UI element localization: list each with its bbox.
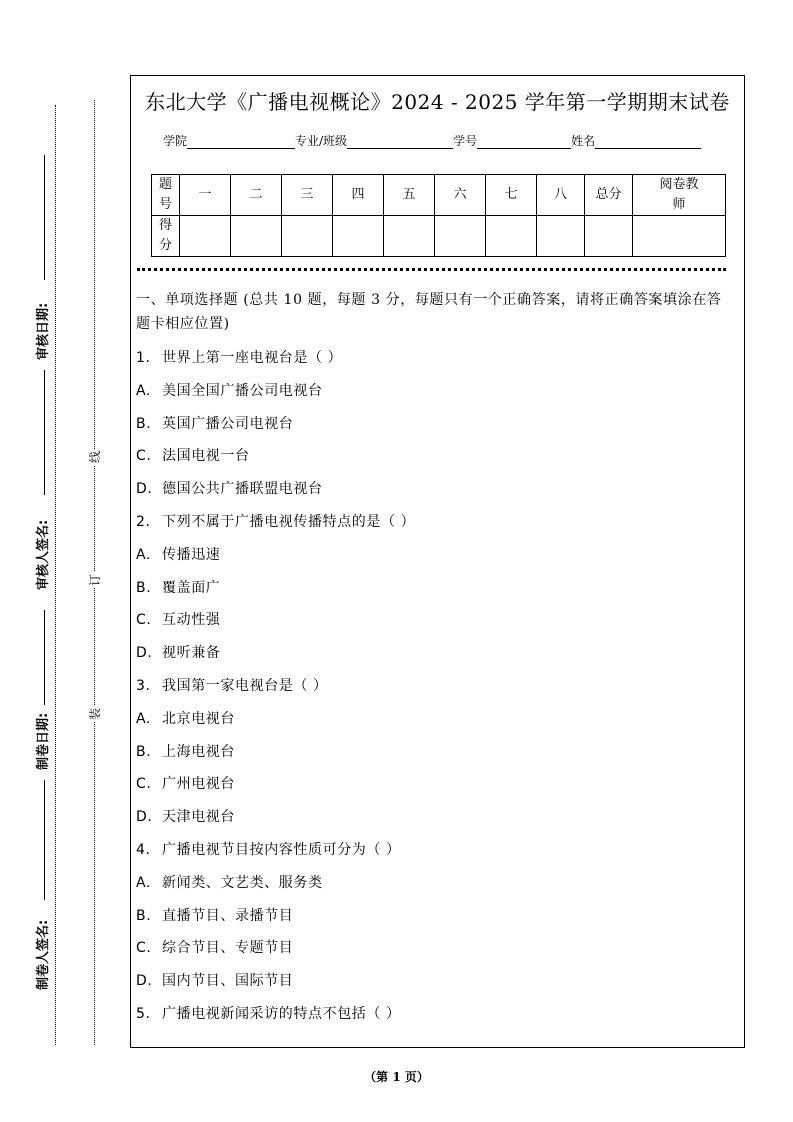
option-letter: D. <box>136 809 153 826</box>
header-cell-3: 三 <box>282 175 333 216</box>
option-3c[interactable] <box>136 768 734 801</box>
option-letter: C. <box>136 448 152 465</box>
option-2b[interactable] <box>136 572 734 605</box>
question-number: 1. <box>136 350 151 366</box>
option-letter: D. <box>136 973 153 990</box>
option-text: 新闻类、文艺类、服务类 <box>162 874 323 891</box>
option-text: 北京电视台 <box>162 710 235 727</box>
option-4b[interactable] <box>136 900 734 933</box>
option-2c[interactable] <box>136 604 734 637</box>
name-label: 姓名 <box>571 134 596 148</box>
question-text: 下列不属于广播电视传播特点的是（ ） <box>162 513 416 530</box>
maker-date-blank <box>44 610 45 705</box>
question-4 <box>136 834 734 867</box>
exam-frame <box>130 75 745 1048</box>
student-id-blank[interactable] <box>477 136 571 149</box>
option-text: 法国电视一台 <box>162 448 250 465</box>
option-text: 直播节目、录播节目 <box>162 907 294 924</box>
option-letter: B. <box>136 579 152 596</box>
option-2a[interactable] <box>136 539 734 572</box>
maker-sign-label: 制卷人签名: <box>36 919 51 990</box>
option-1a[interactable] <box>136 375 734 408</box>
question-text: 广播电视新闻采访的特点不包括（ ） <box>162 1005 401 1022</box>
option-3d[interactable] <box>136 801 734 834</box>
option-1c[interactable] <box>136 440 734 473</box>
question-text: 我国第一家电视台是（ ） <box>162 677 328 694</box>
header-cell-1: 一 <box>180 175 231 216</box>
score-cell[interactable] <box>384 216 435 257</box>
major-class-blank[interactable] <box>347 136 453 149</box>
option-letter: C. <box>136 940 152 957</box>
score-cell[interactable] <box>435 216 486 257</box>
header-cell-8: 八 <box>537 175 585 216</box>
student-id-label: 学号 <box>453 134 478 148</box>
question-number: 5. <box>136 1005 151 1022</box>
question-number: 4. <box>136 841 151 858</box>
score-cell[interactable] <box>486 216 537 257</box>
option-text: 传播迅速 <box>162 546 221 563</box>
option-text: 广州电视台 <box>162 776 235 793</box>
option-letter: B. <box>136 415 152 432</box>
option-letter: C. <box>136 776 152 793</box>
maker-date-label: 制卷日期: <box>36 712 51 770</box>
option-text: 视听兼备 <box>162 645 221 662</box>
option-text: 综合节目、专题节目 <box>162 940 294 957</box>
score-cell[interactable] <box>180 216 231 257</box>
name-blank[interactable] <box>595 136 701 149</box>
college-blank[interactable] <box>187 136 295 149</box>
question-2 <box>136 506 734 539</box>
option-letter: D. <box>136 645 153 662</box>
option-1d[interactable] <box>136 473 734 506</box>
question-5 <box>136 998 734 1031</box>
option-text: 覆盖面广 <box>162 579 221 596</box>
row-label-score: 得分 <box>152 216 180 257</box>
page-number: （第 1 页） <box>364 1070 429 1084</box>
header-cell-4: 四 <box>333 175 384 216</box>
question-number: 2. <box>136 513 151 530</box>
option-letter: A. <box>136 710 151 727</box>
score-cell-grader[interactable] <box>633 216 726 257</box>
option-text: 德国公共广播联盟电视台 <box>162 481 323 498</box>
reviewer-sign-label: 审核人签名: <box>36 519 51 590</box>
option-2d[interactable] <box>136 637 734 670</box>
header-cell-question: 题号 <box>152 175 180 216</box>
score-cell-total[interactable] <box>585 216 633 257</box>
binding-char-line: 线 <box>88 450 102 463</box>
section-1-content <box>136 288 734 1031</box>
option-letter: A. <box>136 874 151 891</box>
header-cell-grader: 阅卷教师 <box>633 175 726 216</box>
score-table-header-row <box>152 175 726 216</box>
reviewer-date-blank <box>44 155 45 280</box>
option-letter: C. <box>136 612 152 629</box>
section-1-heading: 一、单项选择题 (总共 10 题，每题 3 分，每题只有一个正确答案，请将正确答案填涂在答题卡相应位置) <box>136 292 722 332</box>
option-letter: A. <box>136 546 151 563</box>
section-separator <box>137 268 726 271</box>
score-cell[interactable] <box>282 216 333 257</box>
question-3 <box>136 670 734 703</box>
binding-char-staple: 订 <box>88 573 102 586</box>
option-letter: B. <box>136 743 152 760</box>
option-letter: D. <box>136 481 153 498</box>
student-info-row <box>163 132 701 149</box>
score-cell[interactable] <box>333 216 384 257</box>
option-letter: B. <box>136 907 152 924</box>
option-text: 天津电视台 <box>162 809 235 826</box>
option-4d[interactable] <box>136 965 734 998</box>
question-1 <box>136 342 734 375</box>
option-text: 上海电视台 <box>162 743 235 760</box>
score-cell[interactable] <box>231 216 282 257</box>
option-text: 国内节目、国际节目 <box>162 973 294 990</box>
reviewer-sign-blank <box>44 370 45 495</box>
major-class-label: 专业/班级 <box>295 134 348 148</box>
header-cell-total: 总分 <box>585 175 633 216</box>
question-text: 广播电视节目按内容性质可分为（ ） <box>162 841 401 858</box>
option-letter: A. <box>136 382 151 399</box>
exam-title: 东北大学《广播电视概论》2024 - 2025 学年第一学期期末试卷 <box>145 90 730 114</box>
college-label: 学院 <box>163 134 188 148</box>
option-1b[interactable] <box>136 408 734 441</box>
binding-dotted-line-outer <box>55 105 56 1045</box>
option-4a[interactable] <box>136 867 734 900</box>
option-4c[interactable] <box>136 932 734 965</box>
option-text: 互动性强 <box>162 612 221 629</box>
header-cell-7: 七 <box>486 175 537 216</box>
header-cell-2: 二 <box>231 175 282 216</box>
binding-char-bind: 装 <box>88 707 102 720</box>
question-text: 世界上第一座电视台是（ ） <box>162 350 343 366</box>
option-text: 英国广播公司电视台 <box>162 415 294 432</box>
header-cell-6: 六 <box>435 175 486 216</box>
score-table-score-row <box>152 216 726 257</box>
option-text: 美国全国广播公司电视台 <box>162 382 323 399</box>
question-number: 3. <box>136 677 151 694</box>
header-cell-5: 五 <box>384 175 435 216</box>
score-cell[interactable] <box>537 216 585 257</box>
reviewer-date-label: 审核日期: <box>36 302 51 360</box>
option-3b[interactable] <box>136 736 734 769</box>
option-3a[interactable] <box>136 703 734 736</box>
maker-sign-blank <box>44 780 45 900</box>
score-table <box>151 174 726 257</box>
